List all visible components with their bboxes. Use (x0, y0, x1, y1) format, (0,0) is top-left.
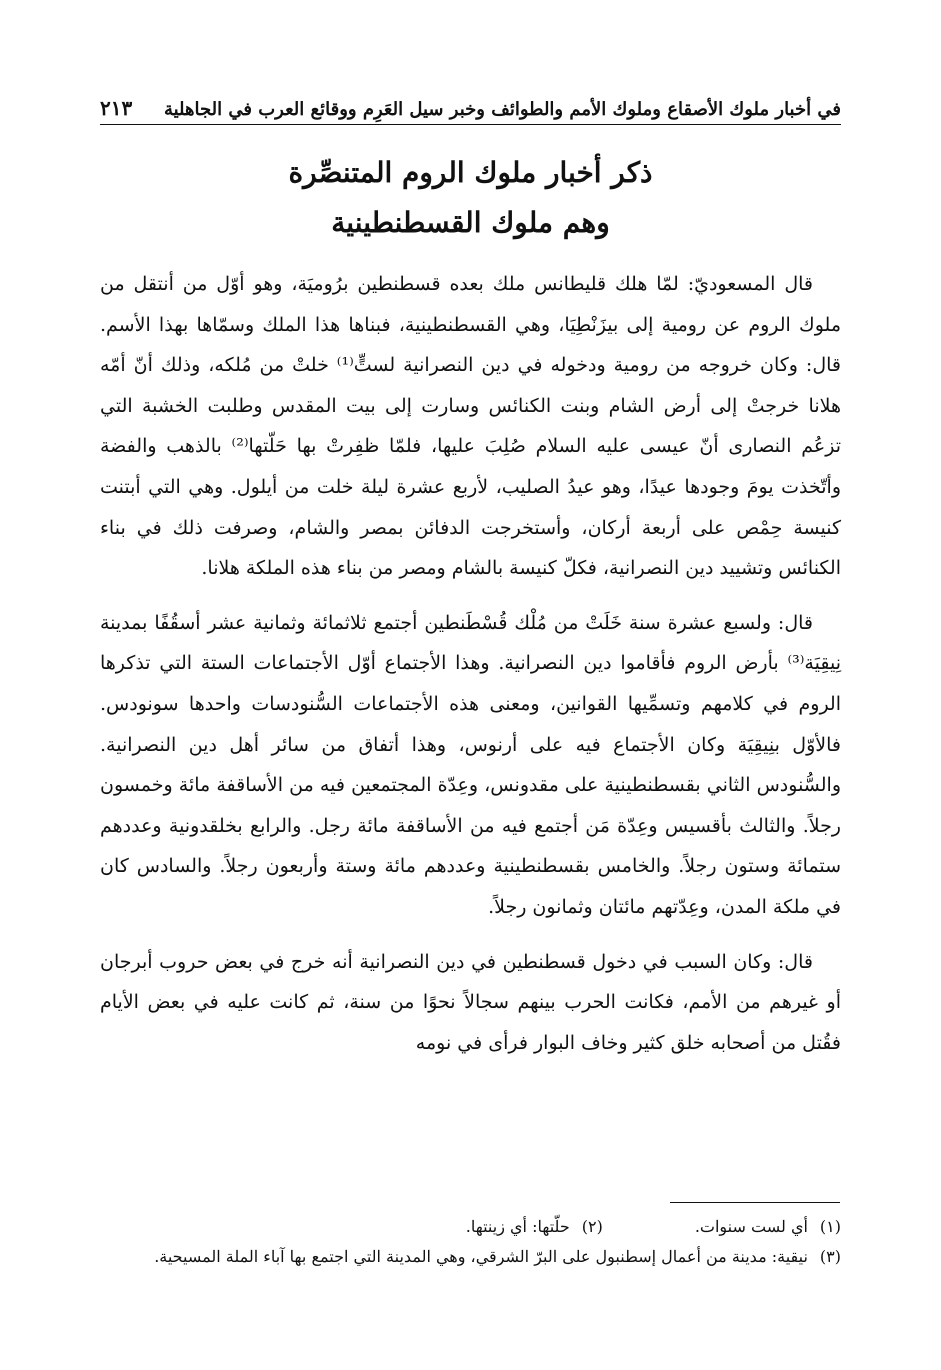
footnote-number: (٣) (819, 1247, 841, 1266)
chapter-title (100, 148, 841, 248)
footnote-number: (١) (819, 1217, 841, 1236)
footnote-text: حلّتها: أي زينتها. (465, 1217, 570, 1236)
footnote-number: (٢) (581, 1217, 603, 1236)
paragraph: قال المسعوديّ: لمّا هلك قليطانس ملك بعده قسطنطين برُوميَة، وهو أوّل من أنتقل من ملوك الروم عن رومية إلى بيزَنْطِيَا، وهي القسطنطينية، فبناها هذا الملك وسمّاها بهذا الأسم. قال: وكان خروجه من رومية ودخوله في دين النصرانية لستٍّ⁽¹⁾ خلتْ من مُلكه، وذلك أنّ أمّه هلانا خرجتْ إلى أرض الشام وبنت الكنائس وسارت إلى بيت المقدس وطلبت الخشبة التي تزعُم النصارى أنّ عيسى عليه السلام صُلِبَ عليها، فلمّا ظفِرتْ بها حَلّتها⁽²⁾ بالذهب والفضة وأتّخذت يومَ وجودها عيدًا، وهو عيدُ الصليب، لأربع عشرة ليلة خلت من أيلول. وهي التي أبتنت كنيسة حِمْص على أربعة أركان، وأستخرجت الدفائن بمصر والشام، وصرفت ذلك في بناء الكنائس وتشييد دين النصرانية، فكلّ كنيسة بالشام ومصر من بناء هذه الملكة هلانا. (100, 273, 842, 580)
paragraph: قال: وكان السبب في دخول قسطنطين في دين النصرانية أنه خرج في بعض حروب أبرجان أو غيرهم من الأمم، فكانت الحرب بينهم سجالاً نحوًا من سنة، ثم كانت عليه في بعض الأيام فقُتل من أصحابه خلق كثير وخاف البوار فرأى في نومه (100, 950, 841, 1054)
footnotes (100, 1212, 841, 1272)
paragraph: قال: ولسبع عشرة سنة خَلَتْ من مُلْك قُسْطَنطين أجتمع ثلاثمائة وثمانية عشر أسقُفًا بمدينة نِيقِيَة⁽³⁾ بأرض الروم فأقاموا دين النصرانية. وهذا الأجتماع أوّل الأجتماعات الستة التي تذكرها الروم في كلامهم وتسمِّيها القوانين، ومعنى هذه الأجتماعات السُّنودسات واحدها سونودس. فالأوّل بنِيقِيَة وكان الأجتماع فيه على أرنوس، وهذا أتفاق من سائر أهل دين النصرانية. والسُّنودس الثاني بقسطنطينية على مقدونس، وعِدّة المجتمعين فيه من الأساقفة مائة وخمسون رجلاً. والثالث بأقسيس وعِدّة مَن أجتمع فيه من الأساقفة مائة رجل. والرابع بخلقدونية وعددهم ستمائة وستون رجلاً. والخامس بقسطنطينية وعددهم مائة وستة وأربعون رجلاً. والسادس كان في ملكة المدن، وعِدّتهم مائتان وثمانون رجلاً. (100, 611, 841, 918)
footnote-1 (695, 1212, 841, 1242)
footnote-separator (670, 1202, 840, 1203)
footnote-2 (466, 1212, 603, 1242)
footnote-text: أي لست سنوات. (694, 1217, 808, 1236)
footnote-row (100, 1242, 841, 1272)
main-text (100, 264, 841, 1063)
running-title: في أخبار ملوك الأصقاع وملوك الأمم والطوائف وخبر سيل العَرِم ووقائع العرب في الجاهلية (163, 99, 841, 120)
footnote-3 (154, 1242, 841, 1272)
page-number: ٢١٣ (100, 96, 133, 120)
footnote-row (100, 1212, 841, 1242)
chapter-title-line-2: وهم ملوك القسطنطينية (331, 206, 610, 239)
running-header (100, 86, 841, 125)
chapter-title-line-1: ذكر أخبار ملوك الروم المتنصِّرة (288, 156, 653, 189)
footnote-text: نيقية: مدينة من أعمال إسطنبول على البرّ الشرقي، وهي المدينة التي اجتمع بها آباء الملة المسيحية. (154, 1247, 808, 1266)
